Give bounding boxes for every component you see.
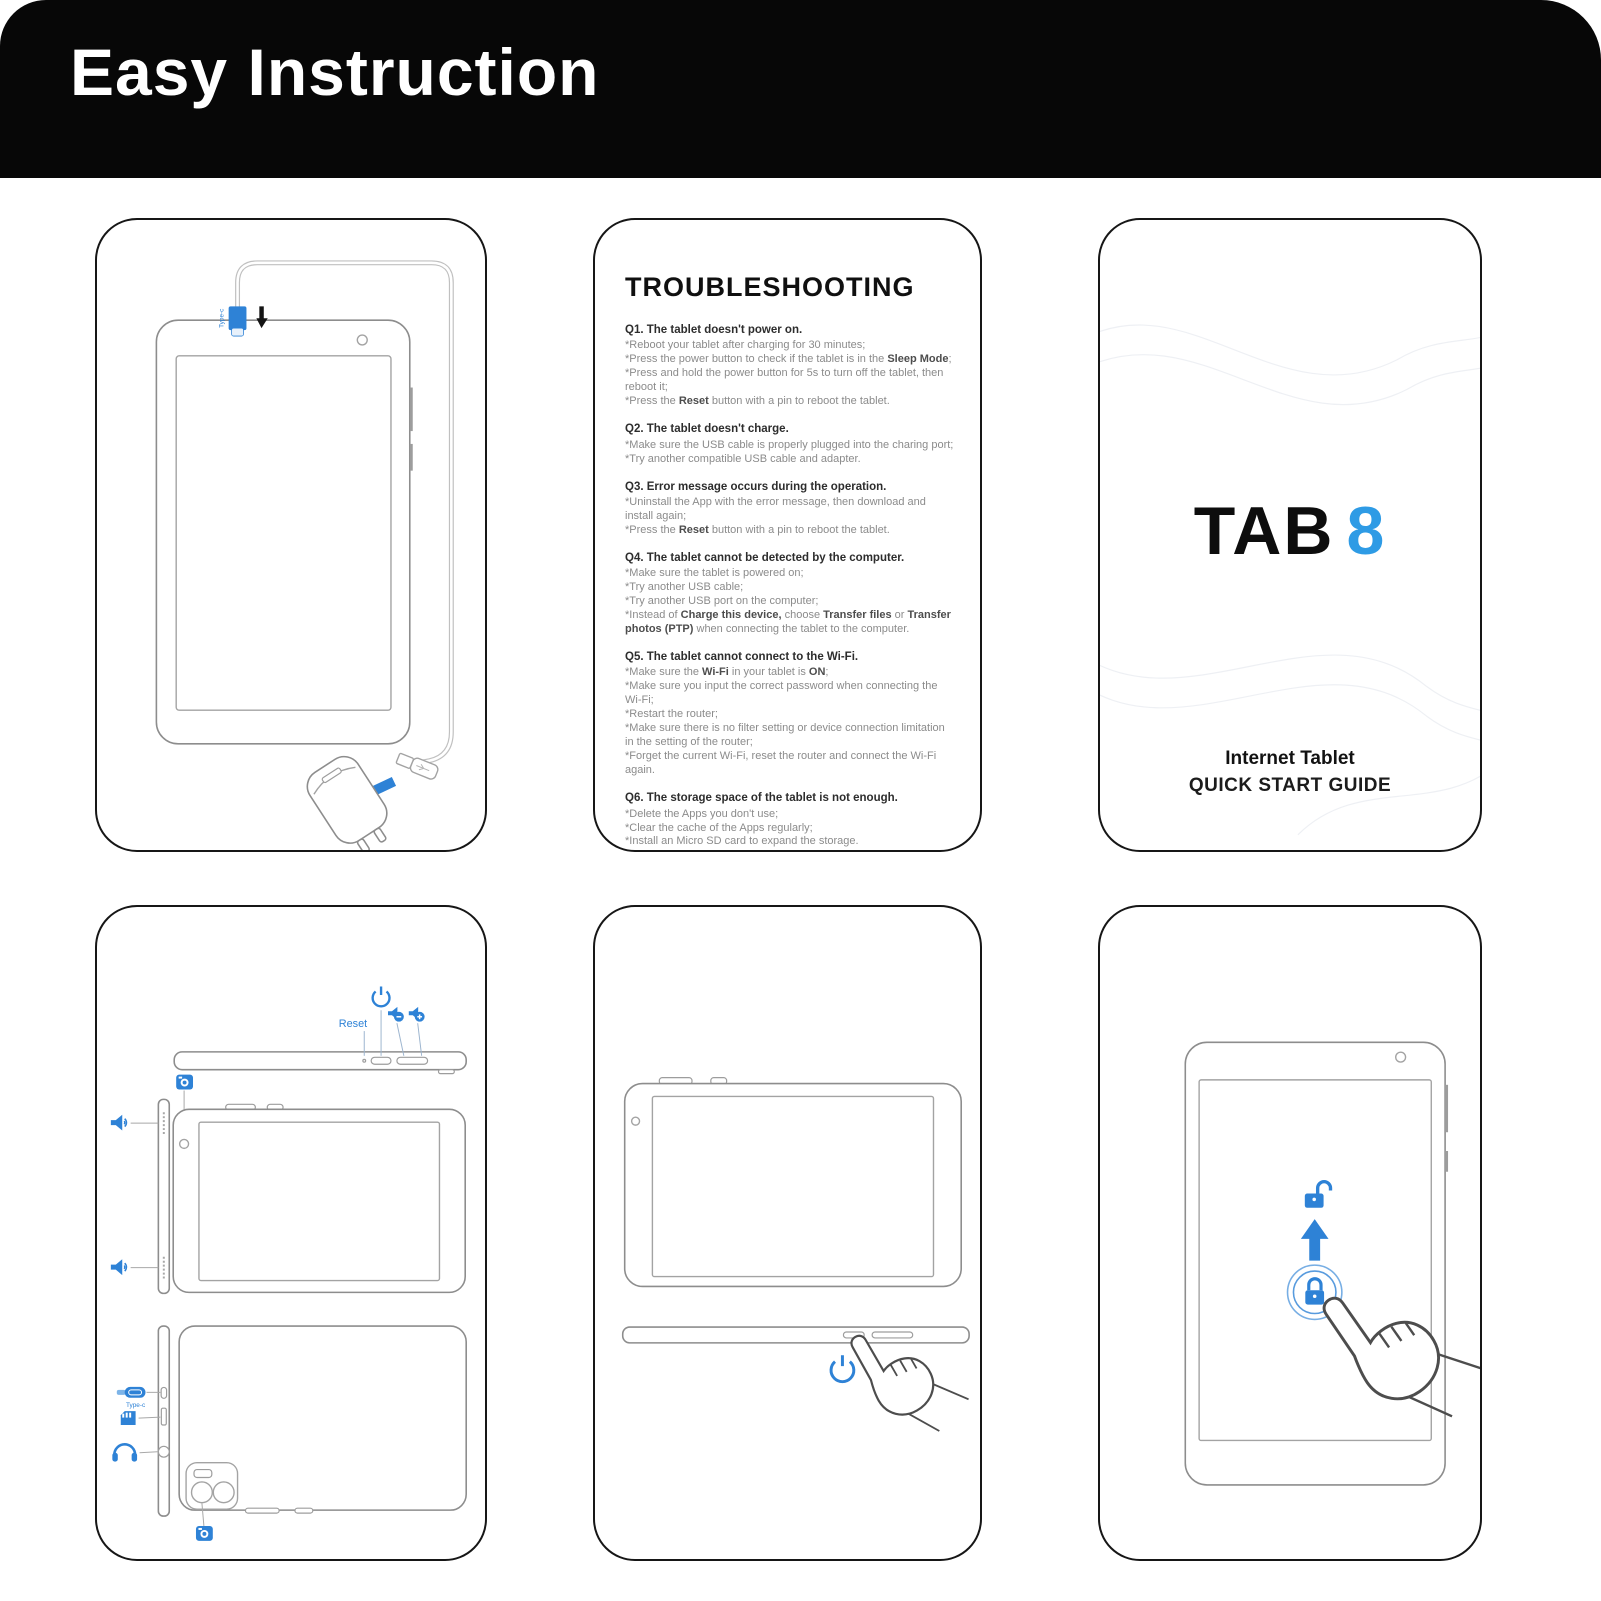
type-c-port-icon: [117, 1387, 146, 1409]
headphones-icon: [112, 1444, 137, 1461]
faq-answer-line: *Make sure the USB cable is properly plugged into the charing port;: [625, 438, 954, 451]
faq-answer-line: *Try another USB port on the computer;: [625, 595, 819, 608]
tablet-front-view: [1185, 1042, 1446, 1485]
faq-answer-line: *Install an Micro SD card to expand the storage.: [625, 835, 859, 848]
faq-item: [625, 422, 956, 466]
faq-answer-line: *Uninstall the App with the error message, then download and install again;: [625, 495, 926, 522]
product-logo: [1100, 492, 1480, 570]
reset-label: Reset: [338, 1018, 368, 1031]
faq-item: [625, 650, 956, 778]
faq-answer-line: *Try another USB cable;: [625, 581, 744, 594]
tablet-bottom-edge-view: [623, 1327, 969, 1343]
faq-question: Q5. The tablet cannot connect to the Wi-Fi.: [625, 651, 859, 664]
faq-answer-line: *Make sure the Wi-Fi in your tablet is ON;: [625, 666, 829, 679]
panel-power-on: [593, 905, 982, 1561]
volume-up-icon: [409, 1007, 425, 1022]
faq-answer-line: *Press the Reset button with a pin to reboot the tablet.: [625, 395, 890, 408]
faq-answer-line: *Press the power button to check if the tablet is in the Sleep Mode;: [625, 353, 952, 366]
power-on-illustration: [595, 907, 980, 1559]
volume-down-icon: [388, 1007, 404, 1022]
faq-item: [625, 791, 956, 849]
subtitle-internet-tablet: Internet Tablet: [1225, 748, 1355, 769]
type-c-label: Type-c: [218, 308, 226, 328]
tablet-front-landscape-view: [173, 1104, 465, 1292]
faq-answer-line: *Delete the Apps you don't use;: [625, 807, 779, 820]
faq-question: Q1. The tablet doesn't power on.: [625, 324, 803, 336]
faq-answer-line: *Make sure there is no filter setting or device connection limitation in the setting of the router;: [625, 722, 945, 749]
faq-answer-line: *Instead of Charge this device, choose Transfer files or Transfer photos (PTP) when connecting the tablet to the computer.: [625, 609, 951, 636]
charging-illustration: [97, 220, 485, 850]
faq-answer-line: *Reboot your tablet after charging for 30 minutes;: [625, 339, 866, 352]
tablet-side-view-speakers: [158, 1099, 169, 1293]
subtitle-quick-start-guide: QUICK START GUIDE: [1188, 775, 1392, 796]
camera-icon: [196, 1526, 213, 1541]
faq-answer-line: *Make sure the tablet is powered on;: [625, 567, 804, 580]
header-banner: [0, 0, 1601, 178]
tablet-side-view-ports: [158, 1326, 169, 1516]
faq-question: Q4. The tablet cannot be detected by the computer.: [625, 551, 905, 564]
faq-item: [625, 480, 956, 538]
tablet-top-edge-view: [174, 1052, 466, 1074]
faq-answer-line: *Make sure you input the correct password when connecting the Wi-Fi;: [625, 680, 938, 707]
page-title: Easy Instruction: [70, 35, 600, 109]
faq-question: Q2. The tablet doesn't charge.: [625, 423, 789, 436]
faq-answer-line: *Try another compatible USB cable and adapter.: [625, 452, 861, 465]
faq-question: Q3. Error message occurs during the operation.: [625, 480, 887, 493]
power-adapter-icon: [301, 750, 401, 850]
faq-list: [625, 323, 956, 849]
faq-answer-line: *Forget the current Wi-Fi, reset the router and connect the Wi-Fi again.: [625, 750, 937, 777]
faq-answer-line: *Press the Reset button with a pin to reboot the tablet.: [625, 523, 890, 536]
troubleshooting-title: TROUBLESHOOTING: [625, 272, 915, 302]
panel-charging: [95, 218, 487, 852]
panel-ports: [95, 905, 487, 1561]
tablet-front-view: [156, 320, 411, 744]
pointing-hand-icon: [845, 1303, 975, 1449]
usb-plug-icon: [395, 751, 439, 780]
panel-troubleshooting: [593, 218, 982, 852]
faq-question: Q6. The storage space of the tablet is not enough.: [625, 792, 898, 805]
power-icon: [373, 987, 390, 1007]
tablet-front-landscape-view: [625, 1078, 962, 1287]
rear-camera-module: [186, 1463, 237, 1510]
faq-item: [625, 551, 956, 637]
tablet-back-view: [179, 1326, 466, 1513]
speaker-icon: [111, 1115, 127, 1131]
power-icon: [831, 1355, 854, 1381]
ports-illustration: [97, 907, 485, 1559]
micro-sd-icon: [121, 1411, 136, 1425]
camera-icon: [176, 1075, 193, 1090]
logo-eight: 8: [1346, 493, 1387, 569]
unlock-illustration: [1100, 907, 1480, 1559]
faq-answer-line: *Clear the cache of the Apps regularly;: [625, 821, 813, 834]
faq-answer-line: *Press and hold the power button for 5s to turn off the tablet, then reboot it;: [625, 367, 944, 394]
faq-answer-line: *Restart the router;: [625, 708, 718, 721]
faq-item: [625, 323, 956, 409]
type-c-port-label: Type-c: [125, 1402, 146, 1410]
panel-unlock: [1098, 905, 1482, 1561]
speaker-icon: [111, 1259, 127, 1275]
logo-tab: TAB: [1193, 493, 1335, 569]
panel-branding: [1098, 218, 1482, 852]
